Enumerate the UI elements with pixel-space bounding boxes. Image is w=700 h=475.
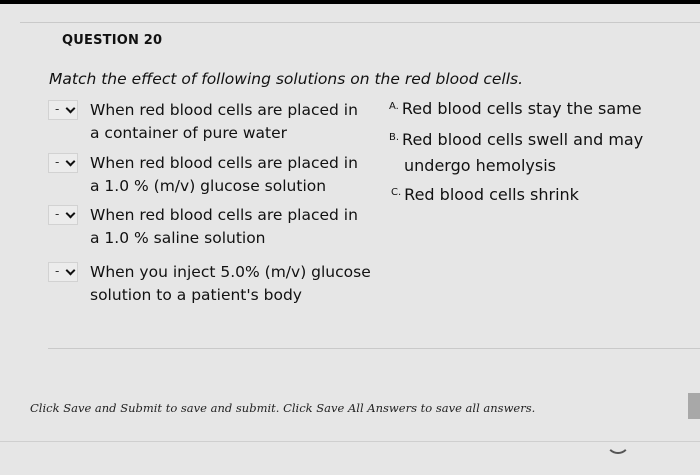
question-prompt: Match the effect of following solutions on the red blood cells. [49, 70, 524, 88]
item-line: a container of pure water [90, 124, 287, 142]
item-text [90, 99, 358, 145]
item-line: a 1.0 % saline solution [90, 229, 266, 247]
item-text [90, 261, 371, 307]
option-a [389, 97, 642, 123]
option-b [389, 128, 643, 177]
option-letter: B. [389, 132, 400, 143]
question-title: QUESTION 20 [62, 33, 163, 48]
dropdown-value: - [55, 264, 60, 278]
top-divider [20, 22, 700, 23]
bottom-divider [0, 441, 700, 442]
item-line: solution to a patient's body [90, 286, 302, 304]
item-text [90, 152, 358, 198]
section-divider [48, 348, 700, 349]
option-letter: C. [391, 187, 402, 198]
answer-dropdown[interactable] [48, 262, 78, 282]
dropdown-value: - [55, 102, 60, 116]
answer-dropdown[interactable] [48, 100, 78, 120]
item-line: When red blood cells are placed in [90, 206, 358, 224]
chevron-down-icon [66, 266, 76, 276]
item-line: a 1.0 % (m/v) glucose solution [90, 177, 327, 195]
option-c [391, 183, 579, 209]
item-line: When you inject 5.0% (m/v) glucose [90, 263, 371, 281]
option-text: undergo hemolysis [404, 156, 556, 175]
save-instructions: Click Save and Submit to save and submit. Click Save All Answers to save all answers. [30, 401, 536, 415]
item-text [90, 204, 358, 250]
answer-dropdown[interactable] [48, 153, 78, 173]
chevron-down-icon [66, 157, 76, 167]
chevron-down-icon [66, 104, 76, 114]
item-line: When red blood cells are placed in [90, 154, 358, 172]
option-text: Red blood cells stay the same [401, 99, 642, 118]
option-text: Red blood cells swell and may [402, 130, 644, 149]
side-tab[interactable] [688, 393, 700, 419]
top-edge [0, 0, 700, 4]
dropdown-value: - [55, 207, 60, 221]
chevron-down-icon [66, 209, 76, 219]
spinner-icon [606, 430, 630, 454]
dropdown-value: - [55, 155, 60, 169]
option-letter: A. [389, 101, 399, 112]
item-line: When red blood cells are placed in [90, 101, 358, 119]
option-text: Red blood cells shrink [404, 185, 579, 204]
answer-dropdown[interactable] [48, 205, 78, 225]
